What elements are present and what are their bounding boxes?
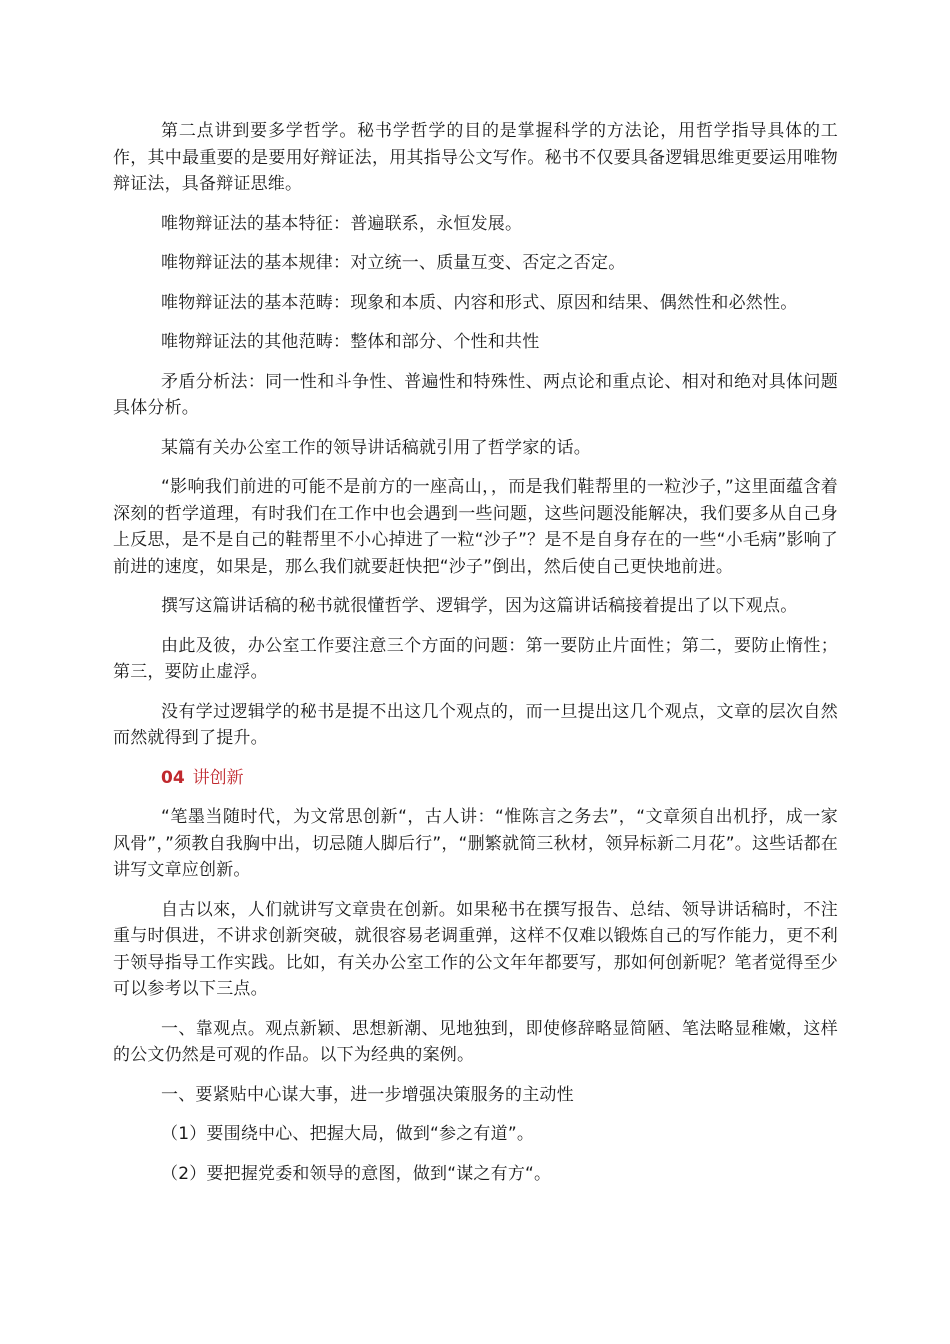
paragraph-other-categories: 唯物辩证法的其他范畴：整体和部分、个性和共性 [161,332,540,352]
document-page [113,118,838,1200]
paragraph-case-item-2: （2）要把握党委和领导的意图，做到“谋之有方“。 [161,1163,552,1184]
paragraph-logic-conclusion: 没有学过逻辑学的秘书是提不出这几个观点的，而一旦提出这几个观点，文章的层次自然而然就得到了提升。 [113,701,838,748]
paragraph-innovation-quotes: “笔墨当随时代，为文常思创新“，古人讲：“惟陈言之务去”，“文章须自出机抒，成一家风骨”，”须教自我胸中出，切忌随人脚后行”，“删繁就简三秋材，领异标新二月花”。这些话都在讲写文章应创新。 [113,807,838,880]
paragraph-contradiction-analysis: 矛盾分析法：同一性和斗争性、普遍性和特殊性、两点论和重点论、相对和绝对具体问题具体分析。 [113,371,838,418]
paragraph-basic-categories: 唯物辩证法的基本范畴：现象和本质、内容和形式、原因和结果、偶然性和必然性。 [161,292,798,313]
section-title: 讲创新 [192,767,244,788]
paragraph-case-item-1: （1）要围绕中心、把握大局，做到“参之有道”。 [161,1124,535,1144]
paragraph-basic-laws: 唯物辩证法的基本规律：对立统一、质量互变、否定之否定。 [161,253,626,273]
paragraph-innovation-importance: 自古以來，人们就讲写文章贵在创新。如果秘书在撰写报告、总结、领导讲话稿时，不注重与时俱进，不讲求创新突破，就很容易老调重弹，这样不仅难以锻炼自己的写作能力，更不利于领导指导工作实践。比如，有关办公室工作的公文年年都要写，那如何创新呢？笔者觉得至少可以参考以下三点。 [113,899,838,999]
section-heading [113,765,838,792]
paragraph-secretary-philosophy: 撰写这篇讲话稿的秘书就很懂哲学、逻辑学，因为这篇讲话稿接着提出了以下观点。 [161,596,798,616]
paragraph-three-issues: 由此及彼，办公室工作要注意三个方面的问题：第一要防止片面性；第二，要防止惰性；第三，要防止虚浮。 [113,635,838,682]
paragraph-basic-features: 唯物辩证法的基本特征：普遍联系，永恒发展。 [161,213,523,234]
paragraph-quote-sand: “影响我们前进的可能不是前方的一座高山，，而是我们鞋帮里的一粒沙子，”这里面蕴含着深刻的哲学道理，有时我们在工作中也会遇到一些问题，这些问题没能解决，我们要多从自己身上反思，是不是自己的鞋帮里不小心掉进了一粒“沙子”？是不是自身存在的一些“小毛病”影响了前进的速度，如果是，那么我们就要赶快把“沙子”倒出，然后使自己更快地前进。 [113,477,838,577]
paragraph-speech-reference: 某篇有关办公室工作的领导讲话稿就引用了哲学家的话。 [161,437,591,458]
paragraph-case-title: 一、要紧贴中心谋大事，进一步增强决策服务的主动性 [161,1084,574,1105]
section-number: 04 [161,767,185,788]
paragraph-philosophy-intro: 第二点讲到要多学哲学。秘书学哲学的目的是掌握科学的方法论，用哲学指导具体的工作，其中最重要的是要用好辩证法，用其指导公文写作。秘书不仅要具备逻辑思维更要运用唯物辩证法，具备辩证思维。 [113,121,838,194]
paragraph-viewpoint: 一、靠观点。观点新颖、思想新潮、见地独到，即使修辞略显简陋、笔法略显稚嫩，这样的公文仍然是可观的作品。以下为经典的案例。 [113,1018,838,1065]
